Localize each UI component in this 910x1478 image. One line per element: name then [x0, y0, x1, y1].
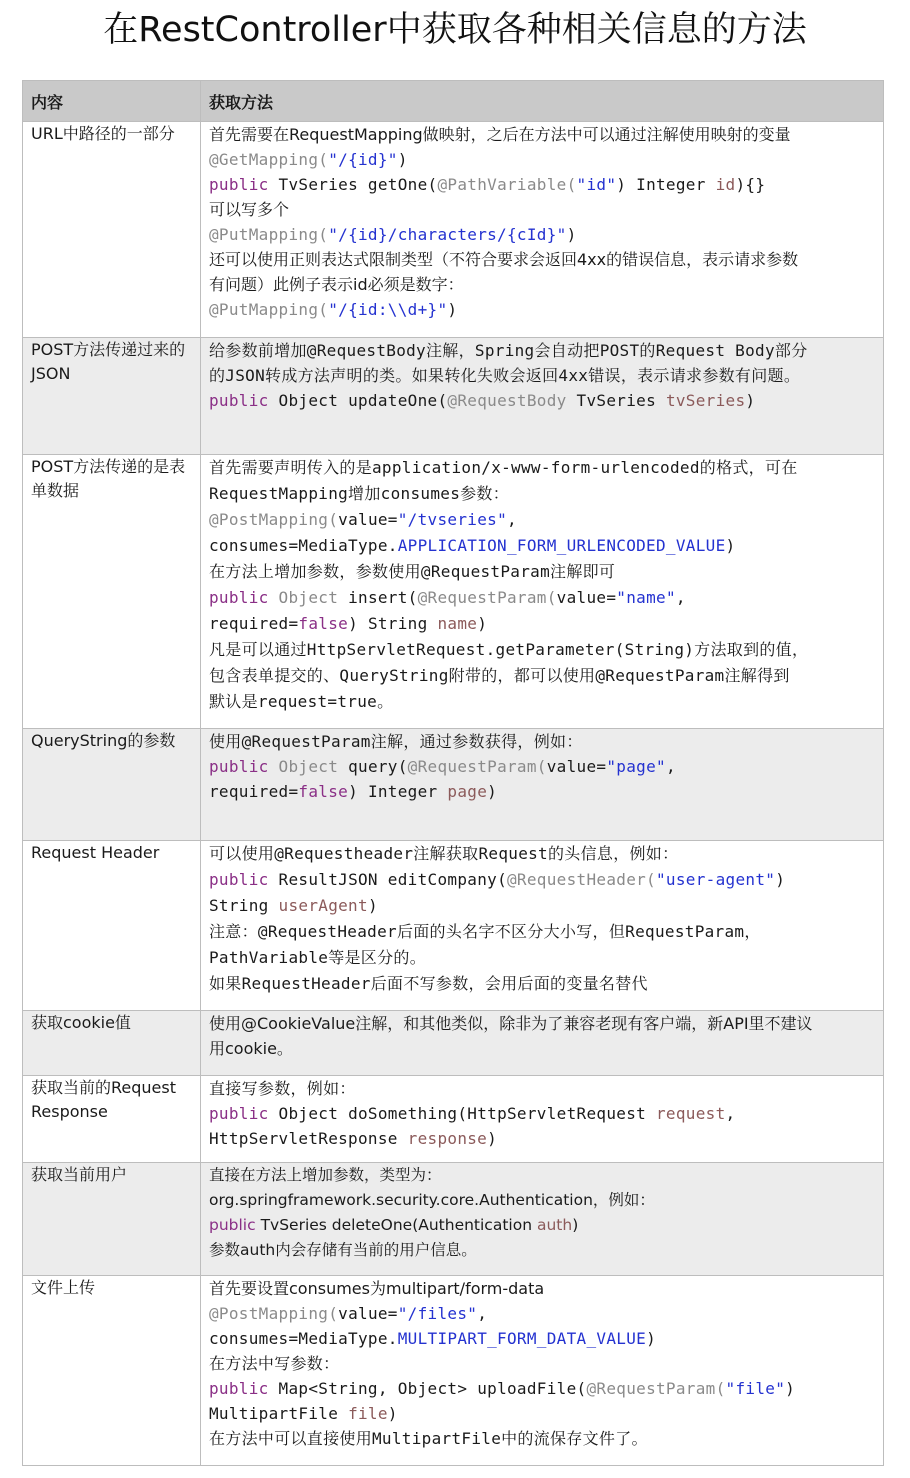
text-segment: required= [209, 782, 299, 801]
text-segment: 首先需要声明传入的是application/x-www-form-urlencoded的格式，可在 [209, 458, 798, 477]
text-segment: PathVariable等是区分的。 [209, 948, 426, 967]
text-segment: value= [338, 510, 398, 529]
method-line [209, 919, 875, 945]
method-line [209, 971, 875, 997]
text-segment: ) [572, 1216, 579, 1234]
text-segment: 用cookie。 [209, 1039, 293, 1058]
text-segment: file [348, 1404, 388, 1423]
method-line [209, 147, 875, 172]
text-segment: tvSeries [665, 391, 746, 410]
method-line [209, 1188, 875, 1213]
text-segment: "/{id:\\d+}" [328, 300, 448, 319]
method-line [209, 507, 875, 533]
text-segment: @PutMapping( [209, 225, 329, 244]
method-line [209, 893, 875, 919]
text-segment: consumes=MediaType. [209, 536, 398, 555]
text-segment: ) [447, 300, 458, 319]
method-line [209, 222, 875, 247]
table-row [23, 338, 884, 455]
table-row [23, 841, 884, 1011]
method-line [209, 729, 875, 754]
method-line [209, 122, 875, 147]
text-segment: 使用@RequestParam注解，通过参数获得，例如： [209, 732, 583, 751]
table-row [23, 122, 884, 338]
text-segment: 包含表单提交的、QueryString附带的，都可以使用@RequestParam注解得到 [209, 666, 790, 685]
text-segment: ) [477, 614, 488, 633]
text-segment: ) [387, 1404, 398, 1423]
text-segment: 给参数前增加@RequestBody注解，Spring会自动把POST的Request Body部分 [209, 341, 808, 360]
text-segment: TvSeries [566, 391, 666, 410]
text-segment: 在方法中写参数： [209, 1354, 340, 1373]
text-segment: Object [268, 588, 339, 607]
row-topic: 获取当前用户 [23, 1163, 201, 1276]
text-segment: @RequestParam( [407, 757, 547, 776]
text-segment: public [209, 870, 269, 889]
row-method [201, 841, 884, 1011]
table-row [23, 1011, 884, 1076]
text-segment: @PostMapping( [209, 1304, 339, 1323]
text-segment: 在方法中可以直接使用MultipartFile中的流保存文件了。 [209, 1429, 648, 1448]
text-segment: 直接在方法上增加参数，类型为： [209, 1166, 442, 1184]
text-segment: value= [556, 588, 617, 607]
text-segment: required= [209, 614, 299, 633]
method-line [209, 363, 875, 388]
row-method [201, 455, 884, 729]
text-segment: ){} [735, 175, 766, 194]
text-segment: 参数auth内会存储有当前的用户信息。 [209, 1241, 477, 1259]
text-segment: id [715, 175, 736, 194]
text-segment: response [407, 1129, 488, 1148]
page-title: 在RestController中获取各种相关信息的方法 [103, 10, 807, 50]
text-segment: ) [397, 150, 408, 169]
text-segment: 可以写多个 [209, 200, 290, 219]
row-topic: URL中路径的一部分 [23, 122, 201, 338]
text-segment: MULTIPART_FORM_DATA_VALUE [397, 1329, 647, 1348]
text-segment: ) [775, 870, 786, 889]
method-line [209, 533, 875, 559]
text-segment: 直接写参数，例如： [209, 1079, 356, 1098]
text-segment: "/{id}" [328, 150, 398, 169]
method-line [209, 1101, 875, 1126]
method-line [209, 455, 875, 481]
text-segment: APPLICATION_FORM_URLENCODED_VALUE [397, 536, 726, 555]
method-line [209, 585, 875, 611]
method-line [209, 1351, 875, 1376]
text-segment: 可以使用@Requestheader注解获取Request的头信息，例如： [209, 844, 679, 863]
text-segment: ) [367, 896, 378, 915]
text-segment: 首先需要在RequestMapping做映射，之后在方法中可以通过注解使用映射的变量 [209, 125, 791, 144]
text-segment: request [656, 1104, 726, 1123]
text-segment: @RequestHeader( [507, 870, 656, 889]
text-segment: 首先要设置consumes为multipart/form-data [209, 1279, 545, 1298]
text-segment: ) [725, 536, 736, 555]
text-segment: "/tvseries" [397, 510, 508, 529]
text-segment: , [477, 1304, 488, 1323]
row-method [201, 1076, 884, 1163]
method-line [209, 1401, 875, 1426]
method-line [209, 1326, 875, 1351]
row-method [201, 729, 884, 841]
text-segment: value= [546, 757, 607, 776]
method-line [209, 1126, 875, 1151]
method-line [209, 1163, 875, 1188]
method-line [209, 867, 875, 893]
method-line [209, 1238, 875, 1263]
text-segment: , [675, 588, 686, 607]
text-segment: @PathVariable( [437, 175, 577, 194]
text-segment: TvSeries getOne( [268, 175, 438, 194]
method-line [209, 1376, 875, 1401]
row-method [201, 338, 884, 455]
text-segment: "name" [616, 588, 676, 607]
text-segment: @RequestParam( [586, 1379, 726, 1398]
text-segment: ) Integer [348, 782, 448, 801]
text-segment: ) [487, 1129, 498, 1148]
method-line [209, 297, 875, 322]
table-row [23, 1076, 884, 1163]
method-line [209, 272, 875, 297]
text-segment: 有问题）此例子表示id必须是数字： [209, 275, 464, 294]
method-line [209, 338, 875, 363]
text-segment: 默认是request=true。 [209, 692, 394, 711]
text-segment: Object updateOne( [268, 391, 448, 410]
method-line [209, 559, 875, 585]
method-line [209, 945, 875, 971]
text-segment: page [447, 782, 488, 801]
table-row [23, 729, 884, 841]
text-segment: RequestMapping增加consumes参数： [209, 484, 510, 503]
text-segment: "user-agent" [656, 870, 776, 889]
method-line [209, 1076, 875, 1101]
text-segment: name [437, 614, 478, 633]
text-segment: 使用@CookieValue注解，和其他类似，除非为了兼容老现有客户端，新API里不建议 [209, 1014, 813, 1033]
text-segment: public [209, 175, 269, 194]
text-segment: false [298, 782, 349, 801]
method-line [209, 637, 875, 663]
text-segment: public [209, 588, 269, 607]
text-segment: insert( [338, 588, 418, 607]
text-segment: public [209, 1216, 256, 1234]
text-segment: 的JSON转成方法声明的类。如果转化失败会返回4xx错误，表示请求参数有问题。 [209, 366, 801, 385]
text-segment: @PostMapping( [209, 510, 339, 529]
row-topic: 文件上传 [23, 1276, 201, 1466]
table-row [23, 1276, 884, 1466]
text-segment: MultipartFile [209, 1404, 349, 1423]
text-segment: 在方法上增加参数，参数使用@RequestParam注解即可 [209, 562, 616, 581]
text-segment: Map<String, Object> uploadFile( [268, 1379, 587, 1398]
method-line [209, 689, 875, 715]
row-topic: 获取cookie值 [23, 1011, 201, 1076]
text-segment: Object doSomething(HttpServletRequest [268, 1104, 656, 1123]
text-segment: ) String [348, 614, 438, 633]
text-segment: value= [338, 1304, 398, 1323]
text-segment: Object [268, 757, 339, 776]
text-segment: ) [745, 391, 756, 410]
method-line [209, 172, 875, 197]
text-segment: auth [536, 1216, 573, 1234]
text-segment: ) Integer [616, 175, 716, 194]
method-line [209, 1426, 875, 1451]
text-segment: HttpServletResponse [209, 1129, 408, 1148]
method-line [209, 1036, 875, 1061]
text-segment: public [209, 391, 269, 410]
row-topic: 获取当前的Request Response [23, 1076, 201, 1163]
method-line [209, 1301, 875, 1326]
header-method: 获取方法 [201, 81, 884, 122]
info-table [22, 80, 884, 1466]
text-segment: "page" [606, 757, 666, 776]
method-line [209, 663, 875, 689]
text-segment: public [209, 1379, 269, 1398]
text-segment: false [298, 614, 349, 633]
text-segment: public [209, 757, 269, 776]
text-segment: @RequestParam( [417, 588, 557, 607]
row-method [201, 1276, 884, 1466]
method-line [209, 779, 875, 804]
text-segment: public [209, 1104, 269, 1123]
row-topic: QueryString的参数 [23, 729, 201, 841]
text-segment: query( [338, 757, 408, 776]
text-segment: 注意：@RequestHeader后面的头名字不区分大小写，但RequestParam， [209, 922, 761, 941]
text-segment: 凡是可以通过HttpServletRequest.getParameter(String)方法取到的值， [209, 640, 809, 659]
method-line [209, 388, 875, 413]
row-topic: POST方法传递过来的JSON [23, 338, 201, 455]
row-topic: POST方法传递的是表单数据 [23, 455, 201, 729]
method-line [209, 1213, 875, 1238]
table-header-row [23, 81, 884, 122]
method-line [209, 841, 875, 867]
row-method [201, 1163, 884, 1276]
text-segment: @PutMapping( [209, 300, 329, 319]
text-segment: "file" [725, 1379, 786, 1398]
text-segment: ResultJSON editCompany( [268, 870, 507, 889]
method-line [209, 1276, 875, 1301]
table-row [23, 455, 884, 729]
text-segment: ) [566, 225, 577, 244]
text-segment: , [665, 757, 676, 776]
text-segment: 还可以使用正则表达式限制类型（不符合要求会返回4xx的错误信息，表示请求参数 [209, 250, 799, 269]
row-method [201, 1011, 884, 1076]
method-line [209, 754, 875, 779]
text-segment: ) [785, 1379, 796, 1398]
text-segment: userAgent [278, 896, 368, 915]
method-line [209, 611, 875, 637]
text-segment: @GetMapping( [209, 150, 329, 169]
text-segment: 如果RequestHeader后面不写参数，会用后面的变量名替代 [209, 974, 648, 993]
text-segment: ) [487, 782, 498, 801]
row-topic: Request Header [23, 841, 201, 1011]
method-line [209, 1011, 875, 1036]
text-segment: , [725, 1104, 736, 1123]
text-segment: consumes=MediaType. [209, 1329, 398, 1348]
header-content: 内容 [23, 81, 201, 122]
text-segment: , [507, 510, 517, 529]
text-segment: ) [646, 1329, 656, 1348]
text-segment: org.springframework.security.core.Authentication，例如： [209, 1191, 655, 1209]
text-segment: TvSeries deleteOne(Authentication [255, 1216, 537, 1234]
method-line [209, 197, 875, 222]
text-segment: @RequestBody [447, 391, 567, 410]
table-row [23, 1163, 884, 1276]
method-line [209, 247, 875, 272]
method-line [209, 481, 875, 507]
text-segment: "/files" [397, 1304, 478, 1323]
text-segment: "/{id}/characters/{cId}" [328, 225, 567, 244]
text-segment: "id" [576, 175, 617, 194]
text-segment: String [209, 896, 279, 915]
row-method [201, 122, 884, 338]
